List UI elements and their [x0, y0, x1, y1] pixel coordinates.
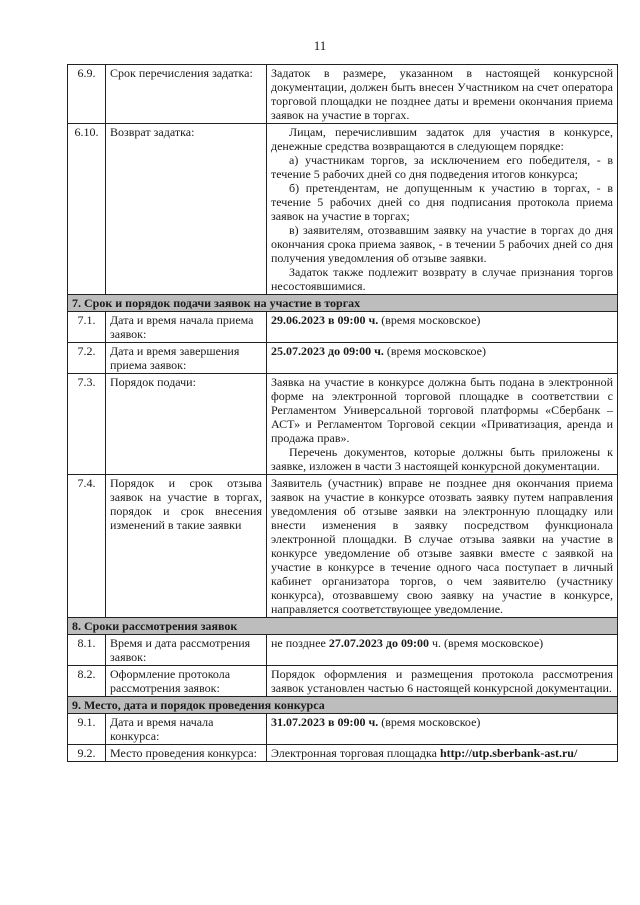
table-row — [68, 124, 618, 295]
row-number: 8.2. — [68, 666, 106, 697]
row-value — [267, 745, 618, 762]
table-row — [68, 65, 618, 124]
row-number: 7.4. — [68, 475, 106, 618]
section-header — [68, 295, 618, 312]
row-number: 7.2. — [68, 343, 106, 374]
section-title: 8. Сроки рассмотрения заявок — [68, 618, 618, 635]
date-value: 25.07.2023 до 09:00 ч. — [271, 344, 384, 358]
section-title: 7. Срок и порядок подачи заявок на участие в торгах — [68, 295, 618, 312]
time-zone-note: (время московское) — [383, 344, 486, 358]
table-row — [68, 475, 618, 618]
row-value — [267, 714, 618, 745]
row-value — [267, 343, 618, 374]
date-value: 31.07.2023 в 09:00 ч. — [271, 715, 379, 729]
time-zone-note: (время московское) — [378, 313, 481, 327]
prefix-text: Электронная торговая площадка — [271, 746, 440, 760]
row-number: 6.9. — [68, 65, 106, 124]
table-row — [68, 714, 618, 745]
row-value — [267, 635, 618, 666]
table-row — [68, 745, 618, 762]
paragraph: Лицам, перечислившим задаток для участия в конкурсе, денежные средства возвращаются в следующем порядке: — [271, 125, 613, 153]
row-label: Возврат задатка: — [106, 124, 267, 295]
terms-table — [67, 64, 618, 762]
row-number: 9.2. — [68, 745, 106, 762]
row-number: 7.1. — [68, 312, 106, 343]
row-label: Место проведения конкурса: — [106, 745, 267, 762]
prefix-text: не позднее — [271, 636, 329, 650]
row-value — [267, 374, 618, 475]
row-value — [267, 124, 618, 295]
row-label: Дата и время завершения приема заявок: — [106, 343, 267, 374]
date-value: 29.06.2023 в 09:00 ч. — [271, 313, 379, 327]
row-value: Задаток в размере, указанном в настоящей конкурсной документации, должен быть внесен Участником на счет оператора торговой площадки не позднее даты и времени окончания приема заявок на участие в торгах. — [267, 65, 618, 124]
section-header — [68, 618, 618, 635]
row-label: Срок перечисления задатка: — [106, 65, 267, 124]
time-zone-note: (время московское) — [378, 715, 481, 729]
paragraph: Перечень документов, которые должны быть приложены к заявке, изложен в части 3 настоящей конкурсной документации. — [271, 445, 613, 473]
row-label: Дата и время начала приема заявок: — [106, 312, 267, 343]
paragraph: Задаток также подлежит возврату в случае признания торгов несостоявшимися. — [271, 265, 613, 293]
date-value: 27.07.2023 до 09:00 — [328, 636, 429, 650]
row-label: Дата и время начала конкурса: — [106, 714, 267, 745]
row-number: 8.1. — [68, 635, 106, 666]
row-number: 7.3. — [68, 374, 106, 475]
section-header — [68, 697, 618, 714]
paragraph: а) участникам торгов, за исключением его победителя, - в течение 5 рабочих дней со дня подведения итогов конкурса; — [271, 153, 613, 181]
platform-url: http://utp.sberbank-ast.ru/ — [439, 746, 578, 760]
row-label: Оформление протокола рассмотрения заявок: — [106, 666, 267, 697]
paragraph: в) заявителям, отозвавшим заявку на участие в торгах до дня окончания срока приема заявок, - в течении 5 рабочих дней со дня получения уведомления об отзыве заявки. — [271, 223, 613, 265]
table-row — [68, 635, 618, 666]
section-title: 9. Место, дата и порядок проведения конкурса — [68, 697, 618, 714]
row-value — [267, 312, 618, 343]
row-value: Заявитель (участник) вправе не позднее дня окончания приема заявок на участие в конкурсе отозвать заявку путем направления уведомления об отзыве заявки на электронную площадку или внести изменения в заявку посредством функционала электронной площадки. В случае отзыва заявки на участие в конкурсе уведомление об отзыве заявки вместе с заявкой на участие в конкурсе в течение одного часа поступает в личный кабинет организатора торгов, о чем заявителю (участнику конкурса), отозвавшему свою заявку на участие в конкурсе, направляется соответствующее уведомление. — [267, 475, 618, 618]
row-value: Порядок оформления и размещения протокола рассмотрения заявок установлен частью 6 настоящей конкурсной документации. — [267, 666, 618, 697]
row-label: Порядок и срок отзыва заявок на участие в торгах, порядок и срок внесения изменений в такие заявки — [106, 475, 267, 618]
row-label: Порядок подачи: — [106, 374, 267, 475]
table-row — [68, 374, 618, 475]
table-row — [68, 666, 618, 697]
row-number: 6.10. — [68, 124, 106, 295]
table-row — [68, 312, 618, 343]
paragraph: Заявка на участие в конкурсе должна быть подана в электронной форме на электронной торговой площадке в соответствии с Регламентом Универсальной торговой платформы «Сбербанк – АСТ» и Регламентом Торговой секции «Приватизация, аренда и продажа прав». — [271, 375, 613, 445]
paragraph: б) претендентам, не допущенным к участию в торгах, - в течение 5 рабочих дней со дня подписания протокола приема заявок на участие в торгах; — [271, 181, 613, 223]
page-number: 11 — [313, 38, 327, 53]
time-zone-note: ч. (время московское) — [428, 636, 544, 650]
row-label: Время и дата рассмотрения заявок: — [106, 635, 267, 666]
row-number: 9.1. — [68, 714, 106, 745]
table-row — [68, 343, 618, 374]
